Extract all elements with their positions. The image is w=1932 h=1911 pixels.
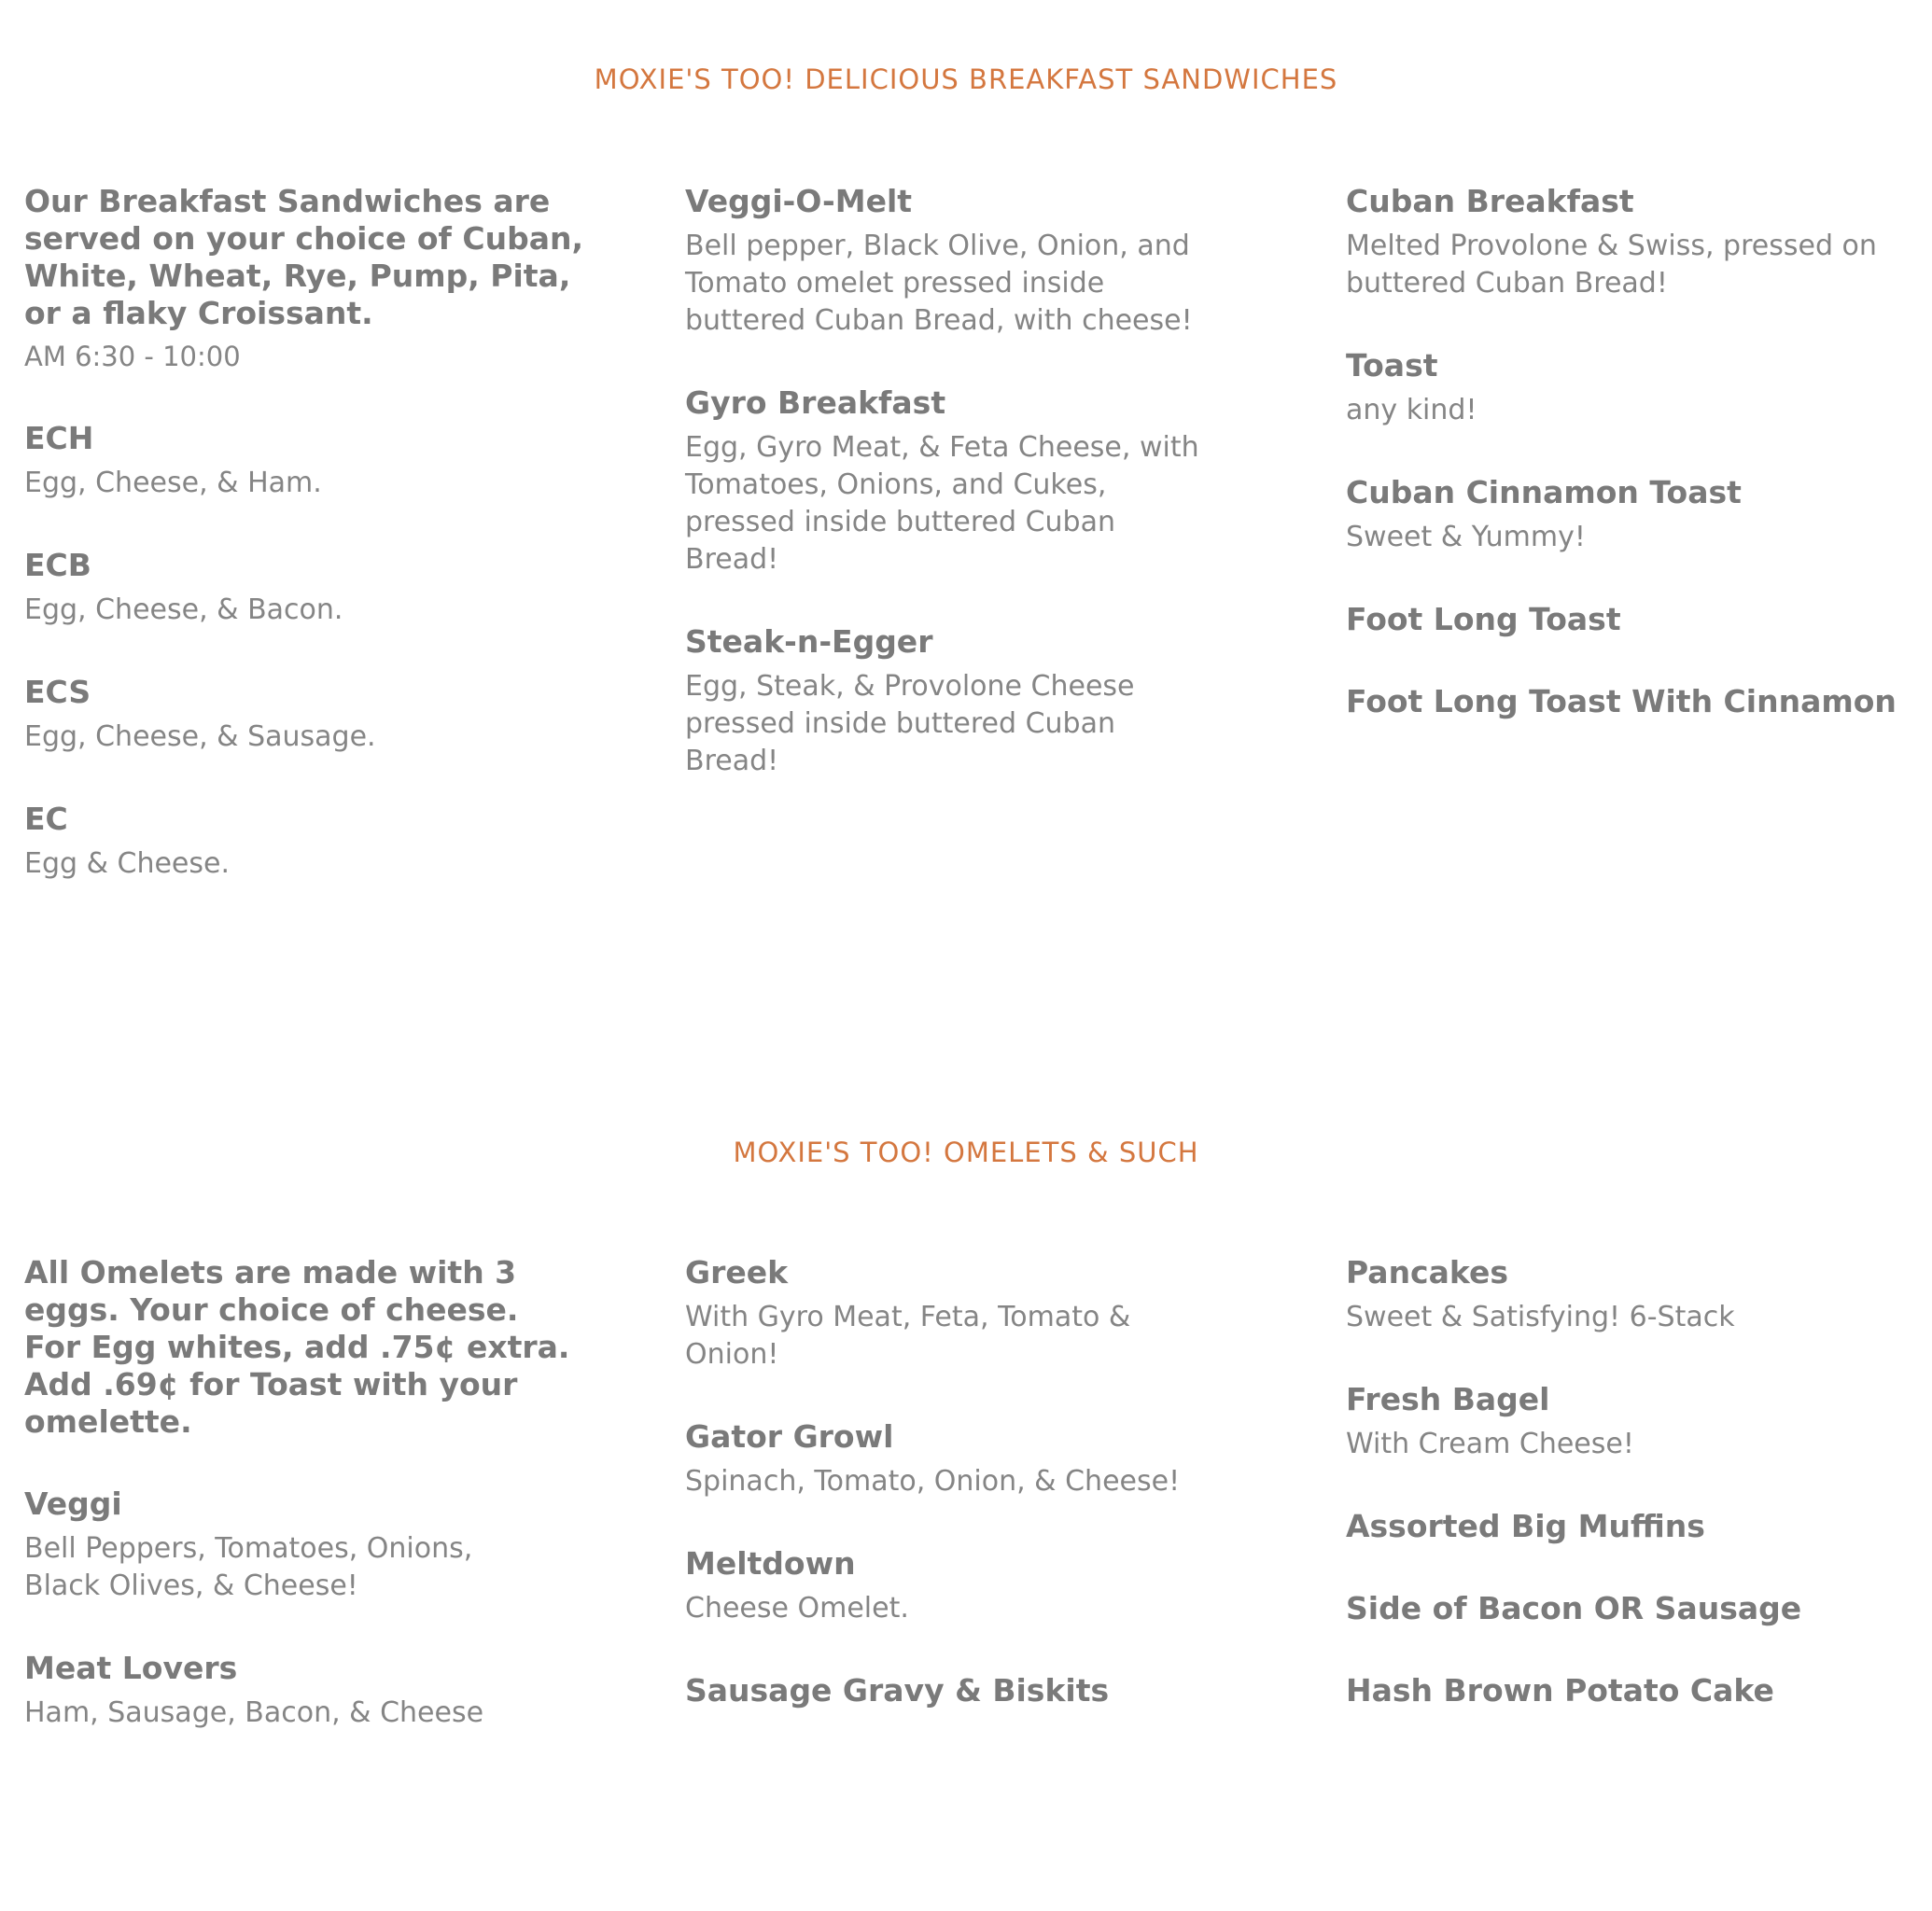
- menu-item: [24, 420, 603, 502]
- menu-item-name: Sausage Gravy & Biskits: [685, 1672, 1110, 1709]
- menu-item-name: ECH: [24, 420, 94, 456]
- menu-item-desc: Egg, Cheese, & Sausage.: [24, 720, 376, 753]
- menu-item-name: Meltdown: [685, 1545, 856, 1582]
- menu-item-name: Veggi-O-Melt: [685, 183, 913, 219]
- menu-item: [1346, 1381, 1925, 1463]
- menu-item: [24, 1650, 603, 1732]
- menu-item-name: Gyro Breakfast: [685, 384, 946, 421]
- menu-item: [1346, 1254, 1925, 1336]
- menu-item-name: Cuban Breakfast: [1346, 183, 1634, 219]
- menu-item-name: Steak-n-Egger: [685, 623, 933, 660]
- menu-item-desc: Sweet & Yummy!: [1346, 521, 1586, 553]
- menu-item: [685, 1254, 1208, 1374]
- menu-item-name: Veggi: [24, 1486, 122, 1522]
- omelets-intro: [24, 1254, 603, 1441]
- menu-item: [1346, 183, 1925, 302]
- menu-item-desc: Egg, Cheese, & Bacon.: [24, 593, 343, 626]
- menu-item: [685, 183, 1208, 340]
- menu-item: [24, 547, 603, 629]
- breakfast-section-title: MOXIE'S TOO! DELICIOUS BREAKFAST SANDWICHES: [594, 63, 1338, 95]
- breakfast-column-1: [24, 183, 603, 928]
- menu-item: [24, 674, 603, 756]
- menu-item-desc: Bell Peppers, Tomatoes, Onions, Black Olives, & Cheese!: [24, 1532, 473, 1602]
- breakfast-column-2: [685, 183, 1208, 825]
- menu-item-name: Meat Lovers: [24, 1650, 238, 1686]
- omelets-column-1: [24, 1254, 603, 1777]
- menu-item: [1346, 1508, 1925, 1545]
- menu-item-desc: With Gyro Meat, Feta, Tomato & Onion!: [685, 1301, 1131, 1371]
- menu-item: [1346, 1672, 1925, 1709]
- menu-item-desc: any kind!: [1346, 394, 1477, 426]
- breakfast-intro: [24, 183, 603, 375]
- menu-item: [685, 384, 1208, 579]
- menu-item-desc: Bell pepper, Black Olive, Onion, and Tomato omelet pressed inside buttered Cuban Bread, with cheese!: [685, 230, 1193, 337]
- menu-item: [1346, 1590, 1925, 1627]
- breakfast-intro-text: Our Breakfast Sandwiches are served on your choice of Cuban, White, Wheat, Rye, Pump, Pita, or a flaky Croissant.: [24, 183, 584, 331]
- menu-item-name: Gator Growl: [685, 1418, 894, 1455]
- menu-item-desc: Egg, Cheese, & Ham.: [24, 467, 322, 499]
- menu-item-desc: Melted Provolone & Swiss, pressed on buttered Cuban Bread!: [1346, 230, 1877, 300]
- menu-item-name: Foot Long Toast: [1346, 601, 1621, 637]
- menu-item-desc: Spinach, Tomato, Onion, & Cheese!: [685, 1465, 1181, 1498]
- omelets-intro-text: All Omelets are made with 3 eggs. Your choice of cheese. For Egg whites, add .75¢ extra. Add .69¢ for Toast with your omelette.: [24, 1254, 570, 1440]
- menu-item-name: Cuban Cinnamon Toast: [1346, 474, 1742, 510]
- menu-item: [1346, 347, 1925, 429]
- menu-item-name: Fresh Bagel: [1346, 1381, 1550, 1417]
- menu-item-name: ECB: [24, 547, 91, 583]
- breakfast-column-3: [1346, 183, 1925, 765]
- menu-item: [685, 1672, 1208, 1709]
- menu-item-desc: Ham, Sausage, Bacon, & Cheese: [24, 1696, 484, 1729]
- menu-item-name: Toast: [1346, 347, 1438, 384]
- menu-item-name: Hash Brown Potato Cake: [1346, 1672, 1774, 1709]
- menu-item-name: Pancakes: [1346, 1254, 1508, 1290]
- menu-item-name: ECS: [24, 674, 91, 710]
- menu-item-desc: Sweet & Satisfying! 6-Stack: [1346, 1301, 1735, 1333]
- menu-item: [1346, 601, 1925, 638]
- menu-item: [1346, 474, 1925, 556]
- menu-item-name: EC: [24, 801, 68, 837]
- menu-item-desc: With Cream Cheese!: [1346, 1428, 1634, 1460]
- omelets-column-2: [685, 1254, 1208, 1754]
- menu-item-desc: Egg, Steak, & Provolone Cheese pressed inside buttered Cuban Bread!: [685, 670, 1135, 777]
- menu-item: [685, 1545, 1208, 1627]
- menu-item: [685, 623, 1208, 780]
- menu-item: [24, 1486, 603, 1605]
- omelets-section-title: MOXIE'S TOO! OMELETS & SUCH: [733, 1137, 1199, 1168]
- menu-item-desc: Cheese Omelet.: [685, 1592, 909, 1625]
- menu-item-desc: Egg & Cheese.: [24, 847, 231, 880]
- menu-item-name: Side of Bacon OR Sausage: [1346, 1590, 1802, 1626]
- menu-item-name: Greek: [685, 1254, 789, 1290]
- menu-item-name: Assorted Big Muffins: [1346, 1508, 1705, 1544]
- breakfast-hours: AM 6:30 - 10:00: [24, 341, 241, 372]
- menu-item-name: Foot Long Toast With Cinnamon: [1346, 683, 1897, 719]
- menu-item: [24, 801, 603, 883]
- menu-item-desc: Egg, Gyro Meat, & Feta Cheese, with Tomatoes, Onions, and Cukes, pressed inside buttered Cuban Bread!: [685, 431, 1199, 576]
- omelets-column-3: [1346, 1254, 1925, 1754]
- menu-item: [685, 1418, 1208, 1500]
- menu-item: [1346, 683, 1925, 720]
